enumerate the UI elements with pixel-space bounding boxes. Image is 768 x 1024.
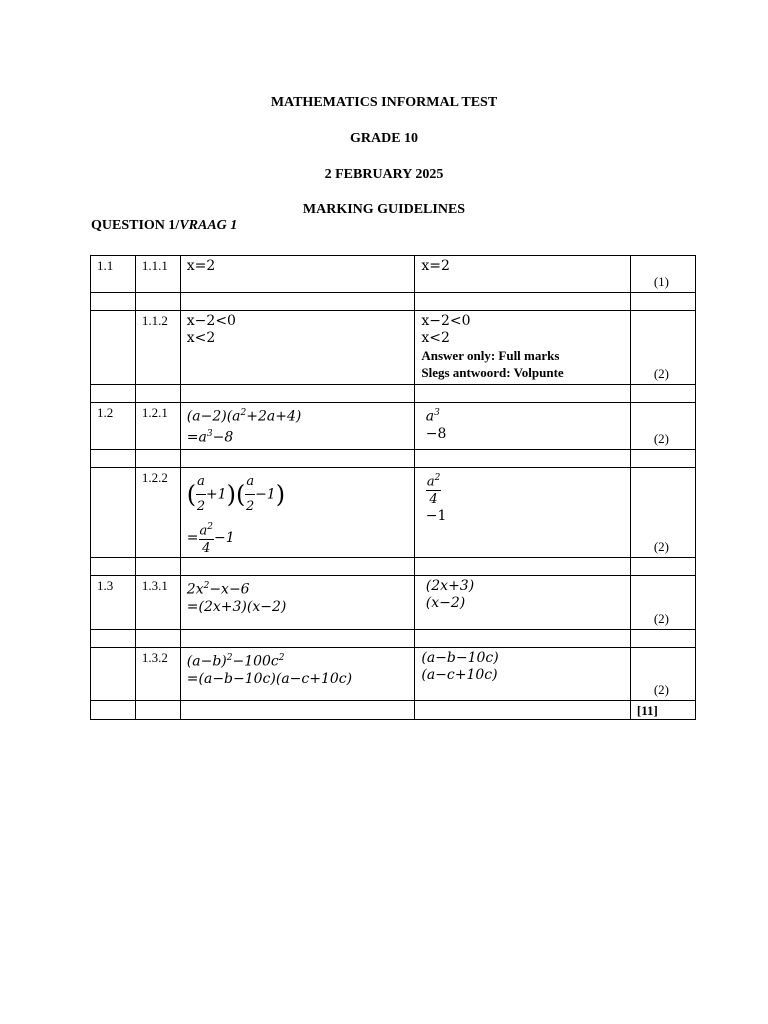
memo-cell: x=2 [415, 256, 631, 293]
answer-cell: x=2 [180, 256, 415, 293]
table-row: 1.2.2 ( $\frac{a}{2}$ +1)( $\frac{a}{2}$ −1) = $\frac{a^2}{4}$ −1 $\frac{a^2}{4}$ −1 (2) [91, 468, 696, 558]
table-row: 1.3.2 $(a-b)^2-100c^2$ =(a−b−10c)(a−c+10c) (a−b−10c) (a−c+10c) (2) [91, 648, 696, 701]
math-expression: ( $\frac{a}{2}$ +1)( $\frac{a}{2}$ −1) [187, 470, 409, 519]
spacer-row [91, 558, 696, 576]
date-heading: 2 FEBRUARY 2025 [324, 167, 444, 182]
spacer-row [91, 630, 696, 648]
table-row: 1.3 1.3.1 $2x^2-x-6$ =(2x+3)(x−2) (2x+3) (x−2) (2) [91, 576, 696, 630]
memo-cell: (a−b−10c) (a−c+10c) [415, 648, 631, 701]
grade-heading: GRADE 10 [349, 131, 419, 146]
memo-cell [415, 403, 631, 450]
answer-cell: x−2<0 x<2 [180, 311, 415, 385]
marking-guidelines-heading: MARKING GUIDELINES [302, 202, 466, 217]
math-expression: $(a-b)^2-100c^2$ [186, 653, 285, 670]
answer-cell [180, 403, 415, 450]
math-expression: $a^3$ [421, 408, 440, 425]
subquestion-number: 1.3.1 [135, 576, 180, 630]
math-expression: $2x^2-x-6$ [186, 581, 250, 598]
spacer-row [91, 293, 696, 311]
answer-cell [180, 468, 415, 558]
question-number: 1.2 [91, 403, 136, 450]
subquestion-number: 1.1.1 [135, 256, 180, 293]
memo-note: Answer only: Full marks [421, 348, 560, 363]
math-expression: −8 [421, 425, 447, 442]
subquestion-number: 1.2.2 [135, 468, 180, 558]
memo-cell [415, 468, 631, 558]
answer-cell [180, 648, 415, 701]
math-expression: −1 [421, 508, 447, 525]
memo-note: Slegs antwoord: Volpunte [421, 365, 564, 380]
subquestion-number: 1.2.1 [135, 403, 180, 450]
math-expression: =(2x+3)(x−2) [186, 598, 287, 615]
question-title: QUESTION 1/VRAAG 1 [91, 218, 238, 233]
memo-cell: x−2<0 x<2 Answer only: Full marks Slegs antwoord: Volpunte [415, 311, 631, 385]
mark-cell: (1) [630, 256, 695, 293]
question-number: 1.3 [91, 576, 136, 630]
table-row: 1.1.2 x−2<0 x<2 x−2<0 x<2 Answer only: Full marks Slegs antwoord: Volpunte (2) [91, 311, 696, 385]
math-expression: $(a-2)(a^2+2a+4)$ [186, 408, 302, 425]
math-expression: = $\frac{a^2}{4}$ −1 [187, 519, 409, 557]
question-number: 1.1 [91, 256, 136, 293]
marking-table [90, 255, 696, 720]
table-row: 1.2 1.2.1 $(a-2)(a^2+2a+4)$ $=a^3-8$ $a^3$ −8 (2) [91, 403, 696, 450]
document-title: MATHEMATICS INFORMAL TEST [270, 95, 498, 110]
math-expression: (2x+3) [421, 578, 475, 595]
spacer-row [91, 450, 696, 468]
total-row [91, 701, 696, 720]
subquestion-number: 1.3.2 [135, 648, 180, 701]
table-row [91, 256, 696, 293]
math-expression: $\frac{a^2}{4}$ [421, 470, 624, 508]
math-expression: (x−2) [421, 595, 466, 612]
math-expression: =(a−b−10c)(a−c+10c) [186, 670, 353, 687]
answer-cell [180, 576, 415, 630]
math-expression: $=a^3-8$ [186, 428, 234, 446]
memo-cell [415, 576, 631, 630]
subquestion-number: 1.1.2 [135, 311, 180, 385]
spacer-row [91, 385, 696, 403]
total-marks: [11] [630, 701, 695, 720]
